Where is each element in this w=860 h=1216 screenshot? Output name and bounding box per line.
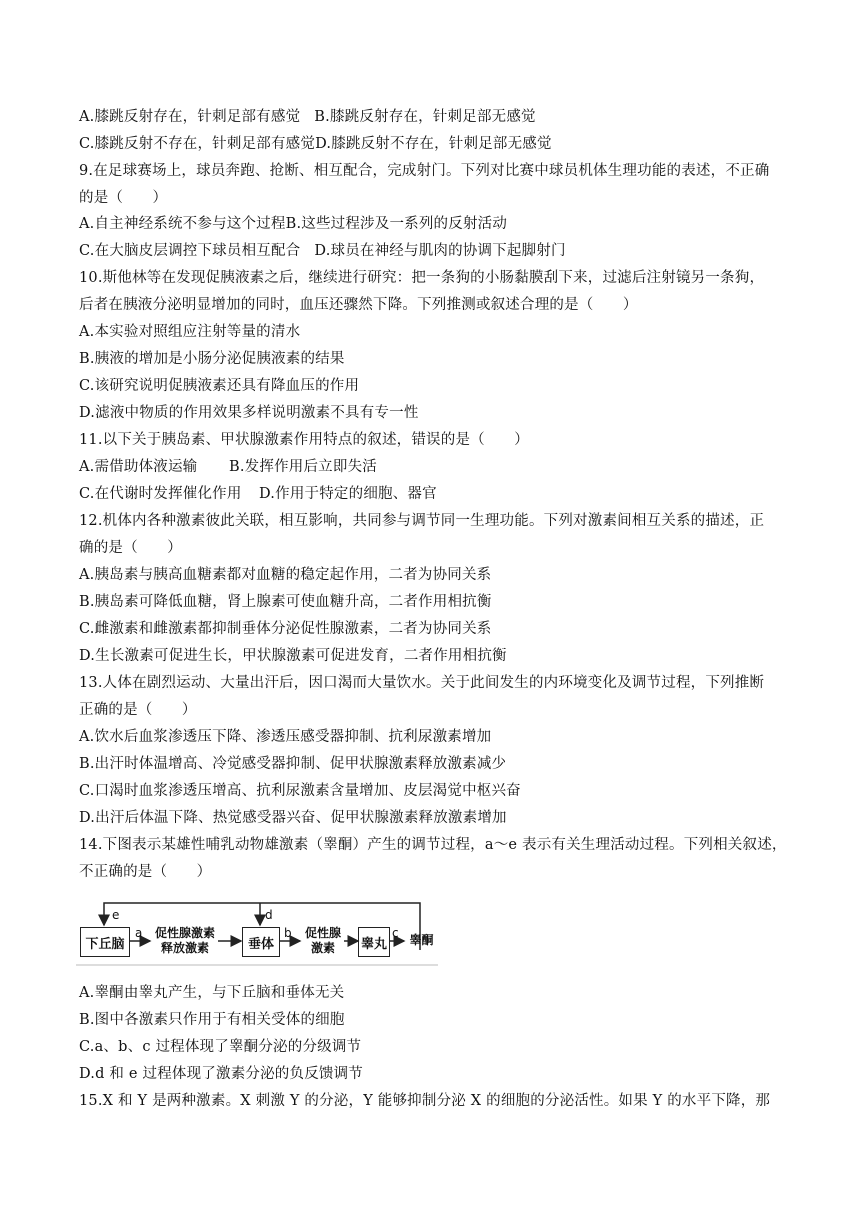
q12-stem-line-1: 12.机体内各种激素彼此关联，相互影响，共同参与调节同一生理功能。下列对激素间相互关系的描述，正 [79, 513, 765, 529]
q14-option-c: C.a、b、c 过程体现了睾酮分泌的分级调节 [79, 1039, 362, 1055]
hormone-regulation-diagram [76, 895, 438, 967]
q12-option-a: A.胰岛素与胰高血糖素都对血糖的稳定起作用，二者为协同关系 [79, 567, 492, 583]
q13-option-c: C.口渴时血浆渗透压增高、抗利尿激素含量增加、皮层渴觉中枢兴奋 [79, 783, 521, 799]
q10-stem-line-2: 后者在胰液分泌明显增加的同时，血压还骤然下降。下列推测或叙述合理的是（ ） [79, 297, 638, 313]
q9-stem-line-1: 9.在足球赛场上，球员奔跑、抢断、相互配合，完成射门。下列对比赛中球员机体生理功能的表述，不正确 [79, 163, 770, 179]
q12-stem-line-2: 确的是（ ） [79, 540, 182, 556]
gth-label [300, 926, 346, 956]
q10-option-b: B.胰液的增加是小肠分泌促胰液素的结果 [79, 351, 345, 367]
q8-option-a: A.膝跳反射存在，针刺足部有感觉 [79, 109, 301, 125]
gnrh-line-1: 促性腺激素 [154, 926, 215, 940]
q8-options-row-1 [79, 107, 536, 127]
q9-stem-line-2: 的是（ ） [79, 190, 168, 206]
q10-stem-line-1: 10.斯他林等在发现促胰液素之后，继续进行研究：把一条狗的小肠黏膜刮下来，过滤后注射镜另一条狗， [79, 270, 765, 286]
q12-option-d: D.生长激素可促进生长，甲状腺激素可促进发育，二者作用相抗衡 [79, 648, 507, 664]
q14-option-a: A.睾酮由睾丸产生，与下丘脑和垂体无关 [79, 985, 345, 1001]
q8-options-row-2 [79, 134, 552, 154]
q11-options-row-1 [79, 457, 377, 477]
q13-option-b: B.出汗时体温增高、冷觉感受器抑制、促甲状腺激素释放激素减少 [79, 756, 507, 772]
q15-stem-line-1: 15.X 和 Y 是两种激素。X 刺激 Y 的分泌，Y 能够抑制分泌 X 的细胞的分泌活性。如果 Y 的水平下降，那 [79, 1093, 771, 1109]
q8-option-b: B.膝跳反射存在，针刺足部无感觉 [314, 109, 536, 125]
q12-option-b: B.胰岛素可降低血糖，肾上腺素可使血糖升高，二者作用相抗衡 [79, 594, 492, 610]
q8-option-c: C.膝跳反射不存在，针刺足部有感觉 [79, 136, 316, 152]
q11-options-row-2 [79, 484, 437, 504]
gnrh-line-2: 释放激素 [160, 941, 209, 955]
q9-option-b: B.这些过程涉及一系列的反射活动 [285, 216, 508, 232]
label-e: e [112, 908, 120, 922]
q11-option-a: A.需借助体液运输 [79, 459, 198, 475]
q14-option-b: B.图中各激素只作用于有相关受体的细胞 [79, 1012, 345, 1028]
q11-stem-line-1: 11.以下关于胰岛素、甲状腺激素作用特点的叙述，错误的是（ ） [79, 432, 529, 448]
box-testis: 睾丸 [358, 927, 390, 957]
q9-options-row-2 [79, 241, 566, 261]
q13-option-d: D.出汗后体温下降、热觉感受器兴奋、促甲状腺激素释放激素增加 [79, 810, 507, 826]
q9-options-row-1 [79, 214, 507, 234]
q14-stem-line-1: 14.下图表示某雄性哺乳动物雄激素（睾酮）产生的调节过程，a～e 表示有关生理活动过程。下列相关叙述， [79, 837, 787, 853]
q9-option-a: A.自主神经系统不参与这个过程 [79, 216, 286, 232]
q13-option-a: A.饮水后血浆渗透压下降、渗透压感受器抑制、抗利尿激素增加 [79, 729, 492, 745]
label-d: d [265, 908, 273, 922]
q11-option-d: D.作用于特定的细胞、器官 [259, 486, 437, 502]
label-b: b [284, 926, 292, 940]
box-hypothalamus: 下丘脑 [80, 927, 130, 957]
label-c: c [392, 926, 399, 940]
box-pituitary: 垂体 [242, 927, 280, 957]
label-a: a [135, 926, 143, 940]
q9-option-d: D.球员在神经与肌肉的协调下起脚射门 [314, 243, 566, 259]
q11-option-b: B.发挥作用后立即失活 [229, 459, 377, 475]
q11-option-c: C.在代谢时发挥催化作用 [79, 486, 242, 502]
gth-line-1: 促性腺 [304, 926, 341, 940]
q13-stem-line-2: 正确的是（ ） [79, 702, 197, 718]
q10-option-d: D.滤液中物质的作用效果多样说明激素不具有专一性 [79, 405, 419, 421]
q12-option-c: C.雌激素和雌激素都抑制垂体分泌促性腺激素，二者为协同关系 [79, 621, 492, 637]
q10-option-c: C.该研究说明促胰液素还具有降血压的作用 [79, 378, 360, 394]
q14-stem-line-2: 不正确的是（ ） [79, 864, 212, 880]
q10-option-a: A.本实验对照组应注射等量的清水 [79, 324, 301, 340]
q14-option-d: D.d 和 e 过程体现了激素分泌的负反馈调节 [79, 1066, 364, 1082]
gth-line-2: 激素 [310, 941, 335, 955]
gnrh-label [150, 926, 220, 956]
q13-stem-line-1: 13.人体在剧烈运动、大量出汗后，因口渴而大量饮水。关于此间发生的内环境变化及调节过程，下列推断 [79, 675, 765, 691]
testosterone-label: 睾酮 [409, 933, 434, 947]
q9-option-c: C.在大脑皮层调控下球员相互配合 [79, 243, 301, 259]
q8-option-d: D.膝跳反射不存在，针刺足部无感觉 [315, 136, 552, 152]
